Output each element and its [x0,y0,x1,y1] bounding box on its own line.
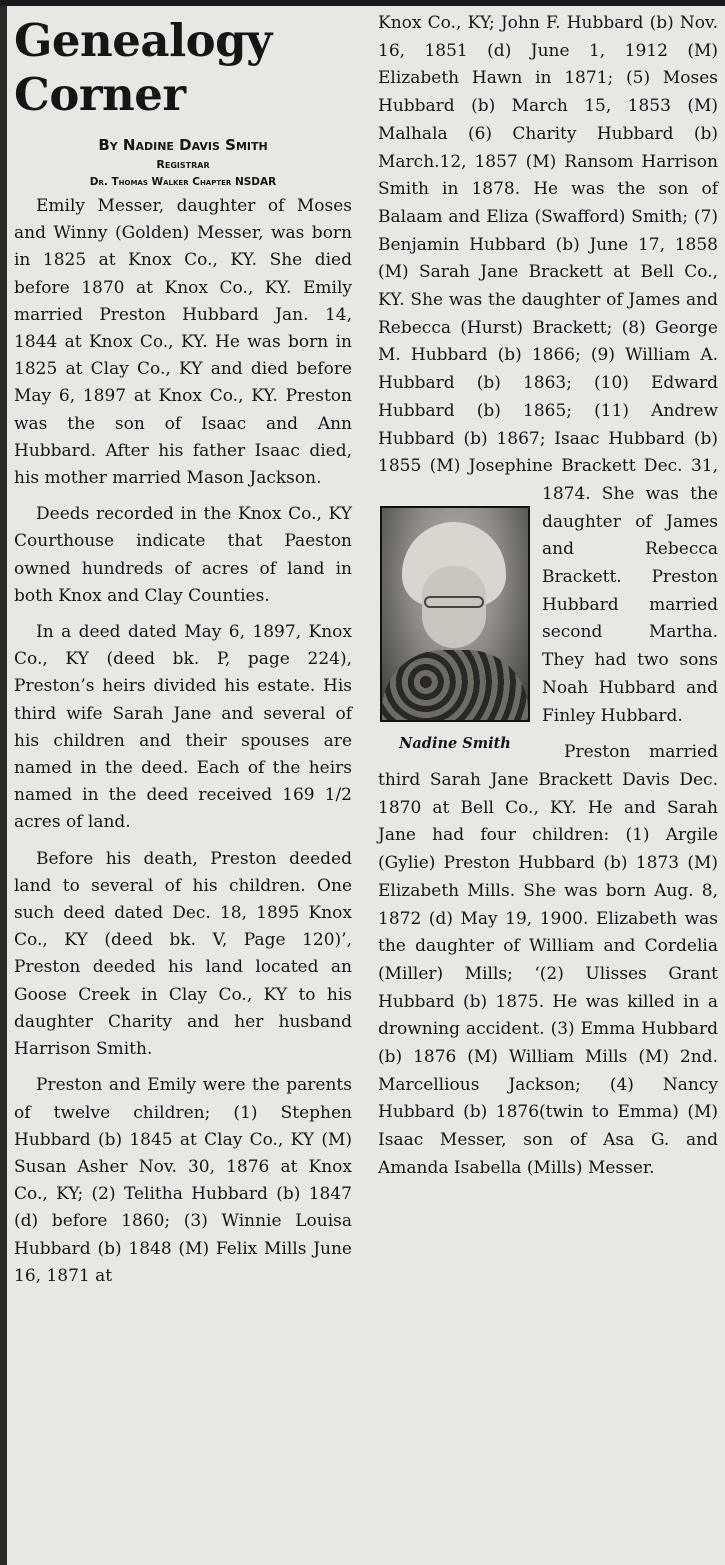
article-text: Knox Co., KY; John F. Hubbard (b) Nov. 16, 1851 (d) June 1, 1912 (M) Elizabeth Hawn in 1871; (5) Moses Hubbard (b) March 15, 1853 (M) Malhala (6) Charity Hubbard (b) March.12, 1857 (M) Ransom Harrison Smith in 1878. He was the son of Balaam and Eliza (Swafford) Smith; (7) Benjamin Hubbard (b) June 17, 1858 (M) Sarah Jane Brackett at Bell Co., KY. She was the daughter of James and Rebecca (Hurst) Brackett; (8) George M. Hubbard (b) 1866; (9) William A. Hubbard (b) 1863; (10) Edward Hubbard (b) 1865; (11) Andrew Hubbard (b) 1867; Isaac Hubbard (b) 1855 (M) Josephine Brackett Dec. 31, 1874. She was the daughter of James and Rebecca Brackett. Preston Hubbard married second Martha. They had two sons Noah Hubbard and Finley Hubbard. [378,13,718,726]
article-paragraph: Before his death, Preston deeded land to several of his children. One such deed dated Dec. 18, 1895 Knox Co., KY (deed bk. V, Page 120)’, Preston deeded his land located an Goose Creek in Clay Co., KY to his daughter Charity and her husband Harrison Smith. [14,848,352,1060]
photo-caption: Nadine Smith [399,735,511,752]
article-paragraph: Preston married third Sarah Jane Brackett Davis Dec. 1870 at Bell Co., KY. He and Sarah Jane had four children: (1) Argile (Gylie) Preston Hubbard (b) 1873 (M) Elizabeth Mills. She was born Aug. 8, 1872 (d) May 19, 1900. Elizabeth was the daughter of William and Cordelia (Miller) Mills; ‘(2) Ulisses Grant Hubbard (b) 1875. He was killed in a drowning accident. (3) Emma Hubbard (b) 1876 (M) William Mills (M) 2nd. Marcellious Jackson; (4) Nancy Hubbard (b) 1876(twin to Emma) (M) Isaac Messer, son of Asa G. and Amanda Isabella (Mills) Messer. [378,742,718,1178]
photo-glasses-shape [424,596,484,608]
byline: By Nadine Davis Smith [98,136,268,154]
article-paragraph: Emily Messer, daughter of Moses and Winny (Golden) Messer, was born in 1825 at Knox Co., KY. She died before 1870 at Knox Co., KY. Emily married Preston Hubbard Jan. 14, 1844 at Knox Co., KY. He was born in 1825 at Clay Co., KY and died before May 6, 1897 at Knox Co., KY. Preston was the son of Isaac and Ann Hubbard. After his father Isaac died, his mother married Mason Jackson. [14,196,352,489]
registrar-label: Registrar [156,158,210,171]
article-paragraph: Deeds recorded in the Knox Co., KY Courthouse indicate that Paeston owned hundreds of acres of land in both Knox and Clay Counties. [14,504,352,606]
column-title-line1: Genealogy [14,14,272,67]
chapter-label: Dr. Thomas Walker Chapter NSDAR [89,176,277,188]
author-photo-block [380,506,530,758]
column-title-line2: Corner [14,68,186,121]
article-paragraph: In a deed dated May 6, 1897, Knox Co., KY (deed bk. P, page 224), Preston’s heirs divided his estate. His third wife Sarah Jane and several of his children and their spouses are named in the deed. Each of the heirs named in the deed received 169 1/2 acres of land. [14,622,352,833]
author-photo [380,506,530,722]
top-border-rule [0,0,725,6]
left-border-rule [0,6,7,1565]
article-paragraph: Preston and Emily were the parents of twelve children; (1) Stephen Hubbard (b) 1845 at Clay Co., KY (M) Susan Asher Nov. 30, 1876 at Knox Co., KY; (2) Telitha Hubbard (b) 1847 (d) before 1860; (3) Winnie Louisa Hubbard (b) 1848 (M) Felix Mills June 16, 1871 at [14,1075,352,1286]
article-paragraph-continued [378,10,718,752]
left-column [14,14,352,1299]
photo-shoulders-shape [382,650,528,722]
right-column [378,10,718,1192]
